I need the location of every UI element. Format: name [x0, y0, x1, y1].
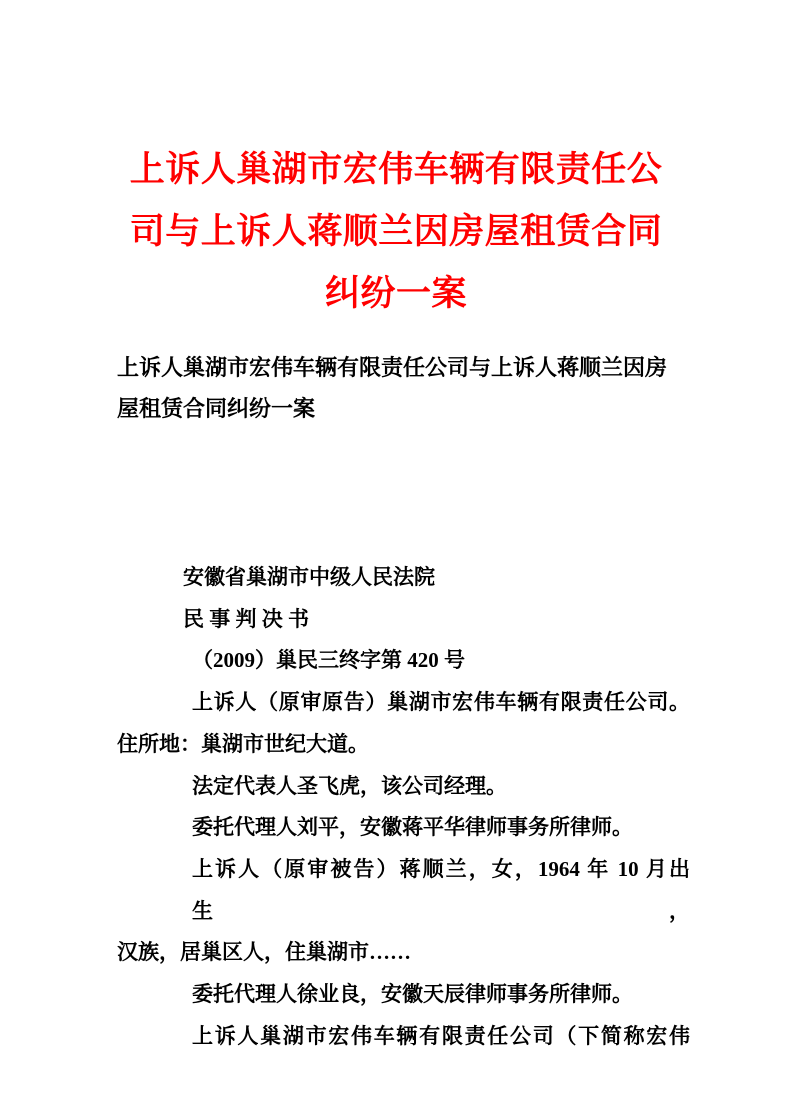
court-name-line: 安徽省巢湖市中级人民法院 — [183, 565, 435, 589]
title-line-2: 司与上诉人蒋顺兰因房屋租赁合同 — [129, 212, 663, 251]
plaintiff-attorney-line: 委托代理人刘平，安徽蒋平华律师事务所律师。 — [192, 815, 633, 840]
case-number-line: （2009）巢民三终字第 420 号 — [192, 648, 465, 673]
subtitle-line-1: 上诉人巢湖市宏伟车辆有限责任公司与上诉人蒋顺兰因房 — [117, 355, 668, 380]
document-body — [117, 557, 690, 1057]
appellant-defendant-line: 上诉人（原审被告）蒋顺兰，女，1964 年 10 月出生， — [192, 856, 690, 923]
title-line-1: 上诉人巢湖市宏伟车辆有限责任公 — [129, 150, 663, 189]
defendant-attorney-line: 委托代理人徐业良，安徽天辰律师事务所律师。 — [192, 982, 633, 1007]
legal-representative-line: 法定代表人圣飞虎，该公司经理。 — [192, 773, 507, 798]
subtitle-line-2: 屋租赁合同纠纷一案 — [117, 396, 316, 421]
appellant-plaintiff-line: 上诉人（原审原告）巢湖市宏伟车辆有限责任公司。 — [192, 690, 690, 715]
document-subtitle — [117, 347, 690, 429]
appellant-company-line: 上诉人巢湖市宏伟车辆有限责任公司（下简称宏伟 — [192, 1023, 690, 1048]
document-title — [0, 139, 792, 325]
plaintiff-address-line: 住所地：巢湖市世纪大道。 — [117, 731, 369, 756]
document-type-line: 民 事 判 决 书 — [183, 606, 309, 631]
title-line-3: 纠纷一案 — [324, 274, 467, 313]
defendant-info-line: 汉族，居巢区人，住巢湖市…… — [117, 940, 411, 965]
